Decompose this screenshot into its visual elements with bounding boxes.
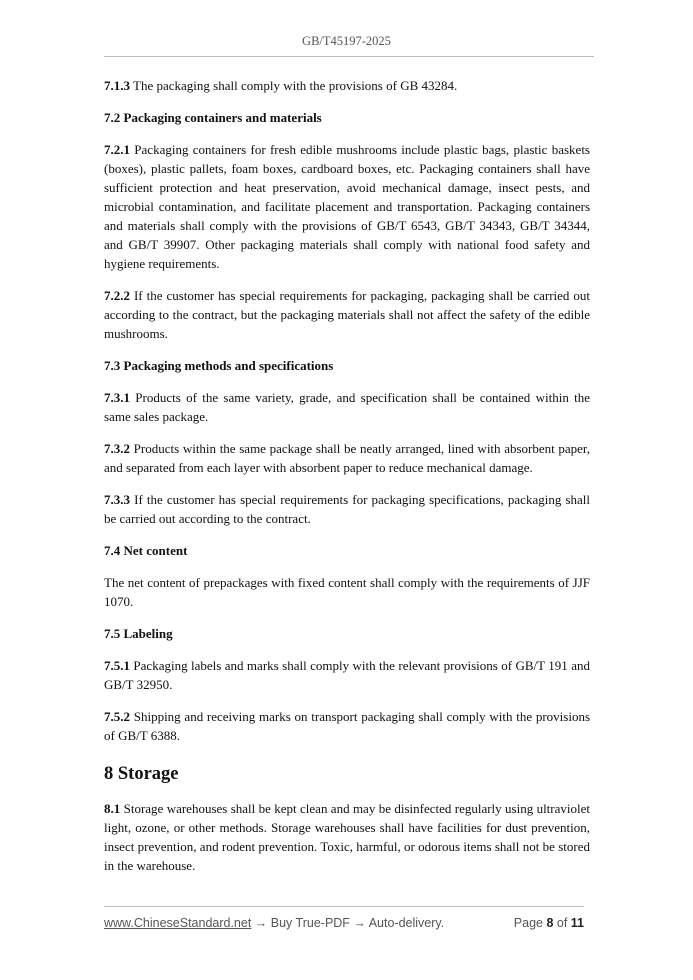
- clause-7-1-3: [104, 76, 590, 95]
- clause-number: 7.2.1: [104, 142, 130, 157]
- header-divider: [104, 56, 594, 57]
- clause-text: Products of the same variety, grade, and specification shall be contained within the same sales package.: [104, 390, 590, 424]
- clause-text: The packaging shall comply with the provisions of GB 43284.: [130, 78, 458, 93]
- footer-tagline: → Buy True-PDF → Auto-delivery.: [251, 916, 445, 930]
- clause-number: 7.5.1: [104, 658, 130, 673]
- heading-7-4: 7.4 Net content: [104, 543, 188, 558]
- clause-text: If the customer has special requirements for packaging specifications, packaging shall be carried out according to the contract.: [104, 492, 590, 526]
- site-link[interactable]: www.ChineseStandard.net: [104, 916, 252, 930]
- of-label: of: [553, 916, 571, 930]
- clause-7-5-2: [104, 707, 590, 745]
- clause-number: 7.3.1: [104, 390, 130, 405]
- clause-text: If the customer has special requirements for packaging, packaging shall be carried out according to the contract, but the packaging materials shall not affect the safety of the edible mushrooms.: [104, 288, 590, 341]
- clause-text: Packaging containers for fresh edible mushrooms include plastic bags, plastic baskets (boxes), plastic pallets, foam boxes, cardboard boxes, etc. Packaging containers shall have sufficient protection and heat preservation, avoid mechanical damage, insect pests, and microbial contamination, and facilitate placement and transportation. Packaging containers and materials shall comply with the provisions of GB/T 6543, GB/T 34343, GB/T 34344, and GB/T 39907. Other packaging materials shall comply with national food safety and hygiene requirements.: [104, 142, 590, 271]
- clause-number: 7.3.2: [104, 441, 130, 456]
- clause-7-3-3: [104, 490, 590, 528]
- clause-7-4-text: The net content of prepackages with fixed content shall comply with the requirements of JJF 1070.: [104, 575, 590, 609]
- footer-promo: [104, 916, 444, 930]
- clause-text: Storage warehouses shall be kept clean and may be disinfected regularly using ultraviolet light, ozone, or other methods. Storage warehouses shall have facilities for dust prevention, insect prevention, and rodent prevention. Toxic, harmful, or odorous items shall not be stored in the warehouse.: [104, 801, 590, 873]
- clause-text: Products within the same package shall be neatly arranged, lined with absorbent paper, and separated from each layer with absorbent paper to reduce mechanical damage.: [104, 441, 590, 475]
- page-indicator: [514, 916, 584, 930]
- clause-7-3-2: [104, 439, 590, 477]
- page-label: Page: [513, 916, 547, 930]
- page-header: GB/T45197-2025: [302, 34, 391, 48]
- clause-number: 7.5.2: [104, 709, 130, 724]
- page-content: [104, 76, 590, 888]
- clause-7-5-1: [104, 656, 590, 694]
- heading-7-3: 7.3 Packaging methods and specifications: [104, 358, 334, 373]
- heading-8-storage: 8 Storage: [104, 764, 179, 784]
- clause-number: 7.3.3: [104, 492, 130, 507]
- heading-7-2: 7.2 Packaging containers and materials: [104, 110, 322, 125]
- clause-number: 8.1: [104, 801, 121, 816]
- page-current: 8: [546, 916, 554, 930]
- clause-number: 7.2.2: [104, 288, 130, 303]
- clause-8-1: [104, 799, 590, 875]
- clause-text: Shipping and receiving marks on transport packaging shall comply with the provisions of GB/T 6388.: [104, 709, 590, 743]
- clause-text: Packaging labels and marks shall comply with the relevant provisions of GB/T 191 and GB/T 32950.: [104, 658, 590, 692]
- clause-7-2-1: [104, 140, 590, 273]
- page-total: 11: [570, 916, 584, 930]
- clause-number: 7.1.3: [104, 78, 130, 93]
- clause-7-2-2: [104, 286, 590, 343]
- heading-7-5: 7.5 Labeling: [104, 626, 173, 641]
- footer-divider: [104, 906, 584, 907]
- clause-7-3-1: [104, 388, 590, 426]
